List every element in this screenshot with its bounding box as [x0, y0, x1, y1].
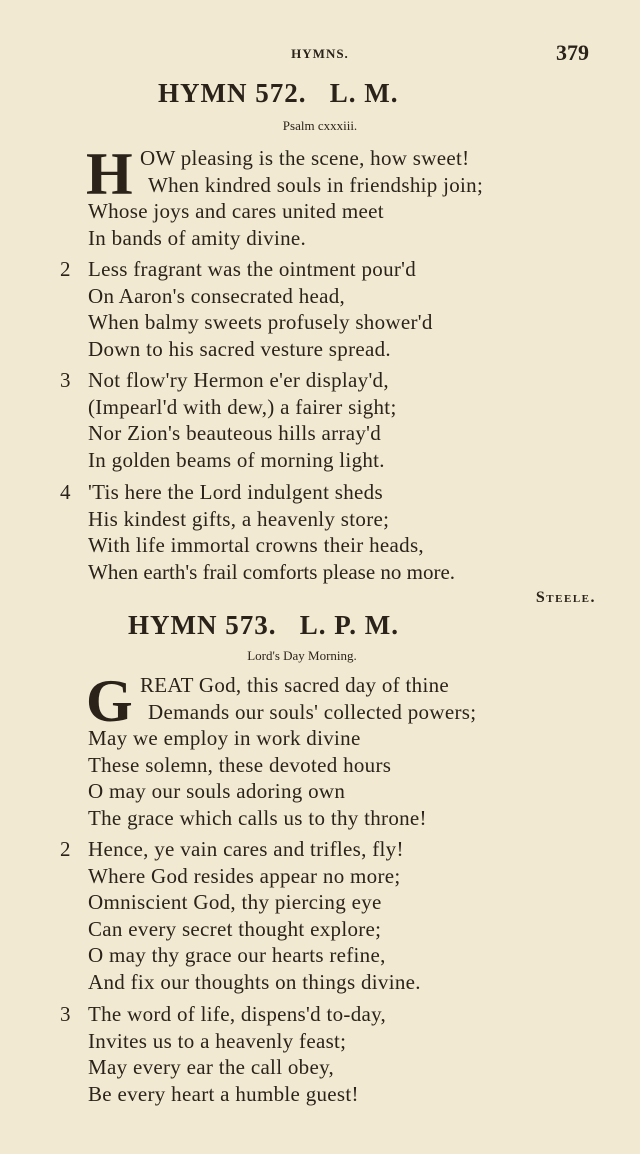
- verse-line: OW pleasing is the scene, how sweet!: [140, 146, 470, 170]
- verse-text: Hence, ye vain cares and trifles, fly!: [88, 837, 404, 861]
- verse-line: In golden beams of morning light.: [88, 447, 385, 472]
- verse-line: O may thy grace our hearts refine,: [88, 943, 386, 967]
- hymn-572-stanza-4: [60, 479, 600, 585]
- verse-line: May every ear the call obey,: [88, 1055, 335, 1079]
- verse-line: [60, 1001, 600, 1028]
- hymn-573-subtitle: Lord's Day Morning.: [247, 648, 357, 663]
- drop-cap: G: [86, 668, 133, 734]
- drop-cap: H: [86, 141, 133, 207]
- verse-line: With life immortal crowns their heads,: [88, 533, 424, 557]
- hymn-573-stanza-2: [60, 836, 600, 995]
- verse-line: When balmy sweets profusely shower'd: [88, 310, 433, 334]
- hymn-572-title: HYMN 572. L. M.: [158, 78, 399, 108]
- verse-line: [60, 836, 600, 863]
- verse-line: O may our souls adoring own: [88, 779, 346, 803]
- verse-line: May we employ in work divine: [88, 726, 361, 750]
- stanza-number: 4: [60, 480, 71, 504]
- verse-line: Down to his sacred vesture spread.: [88, 336, 391, 361]
- verse-line: [60, 256, 600, 283]
- stanza-number: 3: [60, 1002, 71, 1026]
- verse-line: Nor Zion's beauteous hills array'd: [88, 421, 382, 445]
- verse-line: [60, 479, 600, 506]
- hymn-573-stanza-1: [60, 668, 600, 831]
- hymn-572-stanza-3: [60, 367, 600, 473]
- verse-line: Whose joys and cares united meet: [88, 199, 384, 223]
- verse-line: On Aaron's consecrated head,: [88, 283, 346, 308]
- verse-line: (Impearl'd with dew,) a fairer sight;: [88, 394, 397, 419]
- hymn-572-stanza-1: [60, 141, 600, 251]
- hymn-573-title: HYMN 573. L. P. M.: [128, 610, 399, 640]
- verse-line: Can every secret thought explore;: [88, 916, 382, 941]
- verse-line: When earth's frail comforts please no more.: [88, 559, 456, 584]
- hymn-572-stanza-2: [60, 256, 600, 362]
- verse-text: The word of life, dispens'd to-day,: [88, 1002, 387, 1026]
- verse-line: And fix our thoughts on things divine.: [88, 969, 421, 994]
- page-number: 379: [556, 40, 589, 65]
- verse-line: His kindest gifts, a heavenly store;: [88, 506, 390, 531]
- verse-line: Demands our souls' collected powers;: [148, 699, 477, 724]
- hymn-572-subtitle: Psalm cxxxiii.: [282, 118, 358, 133]
- verse-line: REAT God, this sacred day of thine: [140, 673, 450, 697]
- stanza-number: 3: [60, 368, 71, 392]
- verse-text: Not flow'ry Hermon e'er display'd,: [88, 368, 389, 392]
- verse-line: Where God resides appear no more;: [88, 863, 401, 888]
- verse-line: The grace which calls us to thy throne!: [88, 805, 427, 830]
- verse-line: Omniscient God, thy piercing eye: [88, 890, 382, 914]
- hymn-573-stanza-3: [60, 1001, 600, 1107]
- running-head: HYMNS.: [291, 46, 349, 61]
- author-attribution: Steele.: [535, 589, 596, 606]
- verse-line: [60, 367, 600, 394]
- verse-line: These solemn, these devoted hours: [88, 752, 392, 777]
- verse-line: In bands of amity divine.: [88, 225, 307, 250]
- verse-line: Invites us to a heavenly feast;: [88, 1028, 347, 1053]
- verse-line: Be every heart a humble guest!: [88, 1081, 359, 1106]
- verse-text: 'Tis here the Lord indulgent sheds: [88, 480, 383, 504]
- stanza-number: 2: [60, 837, 71, 861]
- stanza-number: 2: [60, 257, 71, 281]
- verse-text: Less fragrant was the ointment pour'd: [88, 257, 417, 281]
- verse-line: When kindred souls in friendship join;: [148, 172, 484, 197]
